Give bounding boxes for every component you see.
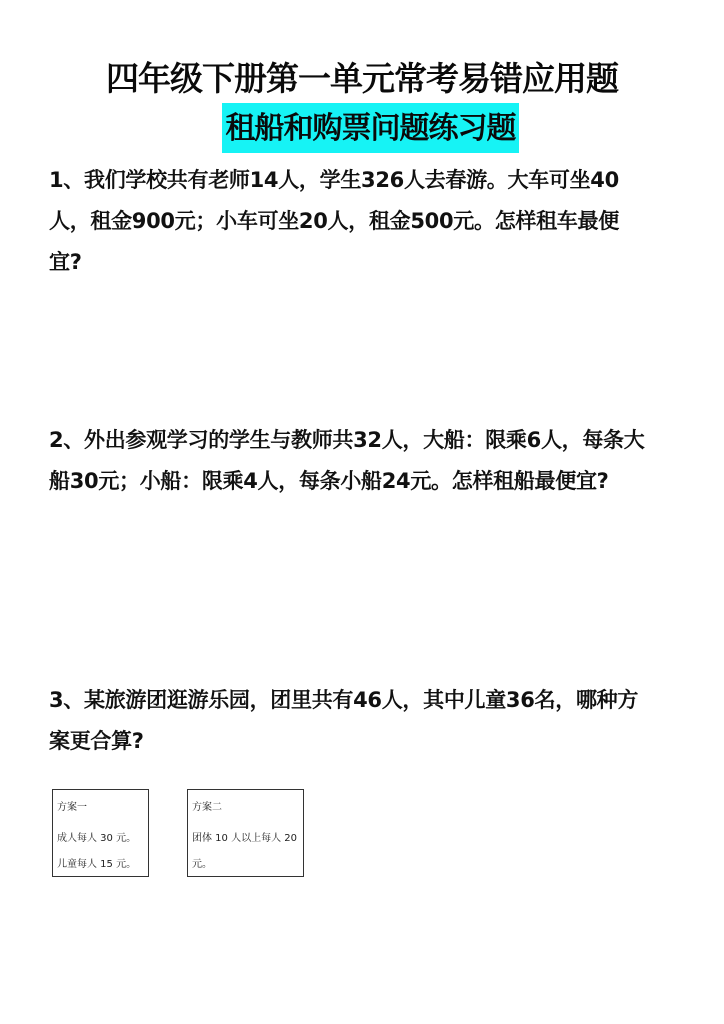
question-1: 1、我们学校共有老师14人，学生326人去春游。大车可坐40人，租金900元；小车可坐20人，租金500元。怎样租车最便宜? bbox=[49, 168, 619, 274]
document-subtitle-highlighted: 租船和购票问题练习题 bbox=[222, 103, 519, 153]
document-title: 四年级下册第一单元常考易错应用题 bbox=[106, 59, 618, 98]
plan-2-title: 方案二 bbox=[192, 802, 222, 813]
plan-box-2 bbox=[187, 789, 304, 877]
plan-1-text: 成人每人 30 元。儿童每人 15 元。 bbox=[57, 833, 137, 870]
plan-box-1 bbox=[52, 789, 149, 877]
question-2: 2、外出参观学习的学生与教师共32人，大船：限乘6人，每条大船30元；小船：限乘4人，每条小船24元。怎样租船最便宜? bbox=[49, 428, 645, 493]
plan-2-text: 团体 10 人以上每人 20 元。 bbox=[192, 833, 297, 870]
question-3: 3、某旅游团逛游乐园，团里共有46人，其中儿童36名，哪种方案更合算? bbox=[49, 688, 639, 753]
plan-1-title: 方案一 bbox=[57, 802, 87, 813]
subtitle-container bbox=[0, 103, 724, 153]
